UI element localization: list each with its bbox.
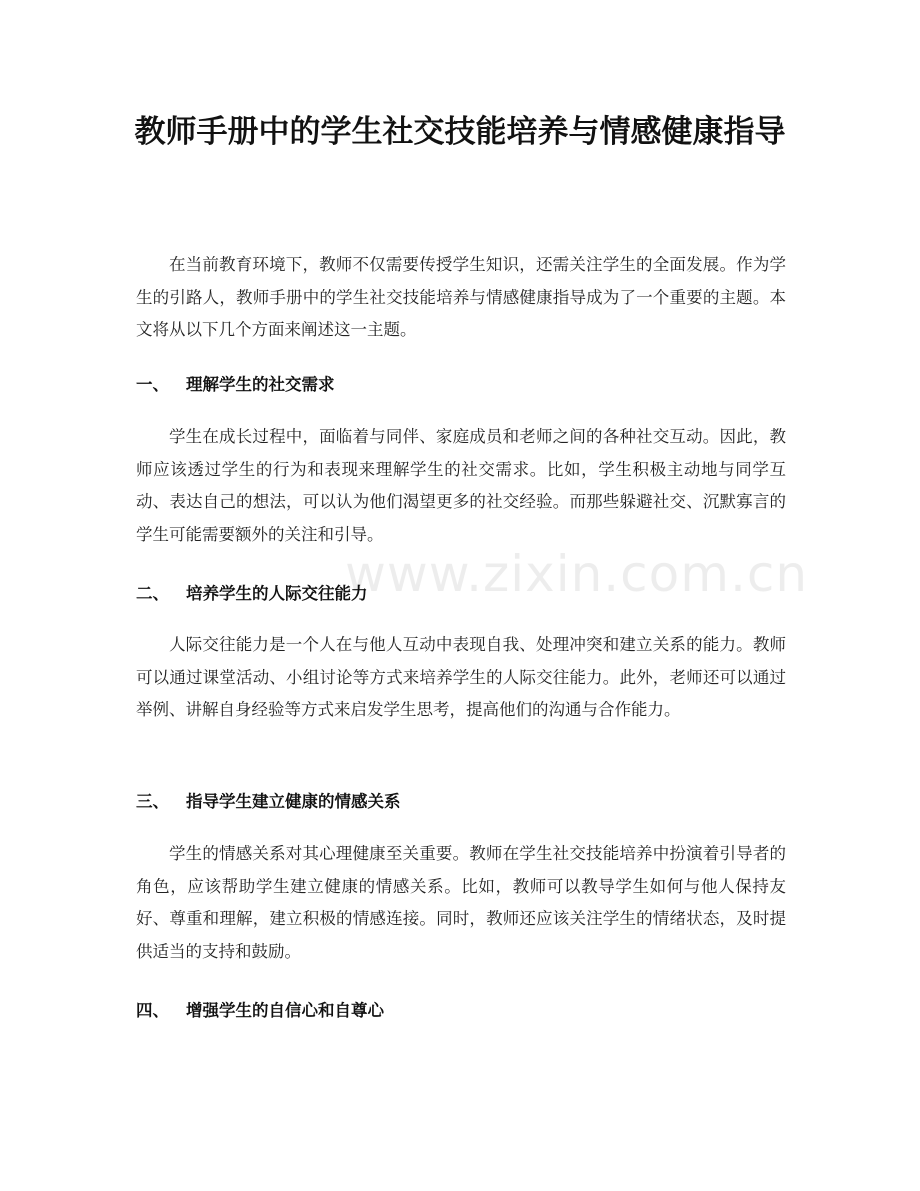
section-3-title: 指导学生建立健康的情感关系 [186, 792, 401, 811]
section-1-number: 一、 [136, 375, 169, 394]
section-4-title: 增强学生的自信心和自尊心 [186, 1001, 384, 1020]
section-3-body: 学生的情感关系对其心理健康至关重要。教师在学生社交技能培养中扮演着引导者的角色，应该帮助学生建立健康的情感关系。比如，教师可以教导学生如何与他人保持友好、尊重和理解，建立积极的情感连接。同时，教师还应该关注学生的情绪状态，及时提供适当的支持和鼓励。 [136, 844, 786, 961]
section-4-number: 四、 [136, 1001, 169, 1020]
section-1-title: 理解学生的社交需求 [186, 375, 335, 394]
section-3-heading [136, 790, 786, 814]
section-2-number: 二、 [136, 584, 169, 603]
section-1-heading [136, 373, 786, 397]
section-3-number: 三、 [136, 792, 169, 811]
document-title: 教师手册中的学生社交技能培养与情感健康指导 [134, 114, 786, 150]
section-2-title: 培养学生的人际交往能力 [186, 584, 368, 603]
intro-paragraph: 在当前教育环境下，教师不仅需要传授学生知识，还需关注学生的全面发展。作为学生的引路人，教师手册中的学生社交技能培养与情感健康指导成为了一个重要的主题。本文将从以下几个方面来阐述这一主题。 [136, 255, 786, 339]
section-2-body: 人际交往能力是一个人在与他人互动中表现自我、处理冲突和建立关系的能力。教师可以通过课堂活动、小组讨论等方式来培养学生的人际交往能力。此外，老师还可以通过举例、讲解自身经验等方式来启发学生思考，提高他们的沟通与合作能力。 [136, 635, 786, 719]
section-1-body: 学生在成长过程中，面临着与同伴、家庭成员和老师之间的各种社交互动。因此，教师应该透过学生的行为和表现来理解学生的社交需求。比如，学生积极主动地与同学互动、表达自己的想法，可以认为他们渴望更多的社交经验。而那些躲避社交、沉默寡言的学生可能需要额外的关注和引导。 [136, 427, 786, 544]
watermark-text: www.zixin.com.cn [345, 545, 809, 603]
section-4-heading [136, 999, 786, 1023]
